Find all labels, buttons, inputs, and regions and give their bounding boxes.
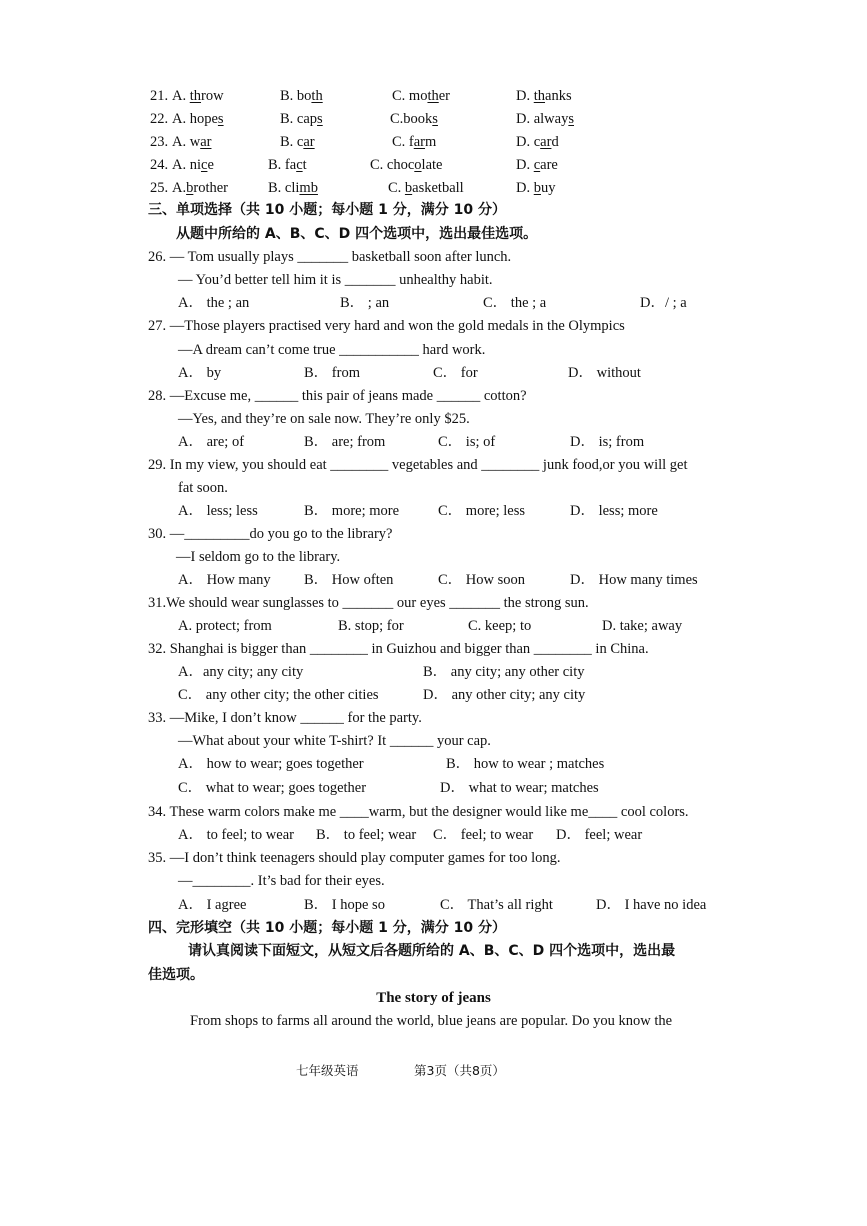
footer-page-number: 第3页（共8页） [414, 1063, 505, 1078]
option-a[interactable]: A． by [178, 365, 222, 381]
question-29-stem: 29. In my view, you should eat ________ vegetables and ________ junk food,or you will get [148, 457, 688, 473]
option-d[interactable]: D． is; from [570, 434, 645, 450]
underlined-letters: ar [413, 134, 426, 150]
option-suffix: er [438, 88, 450, 104]
underlined-letters: o [414, 157, 422, 173]
footer-subject: 七年级英语 [296, 1063, 359, 1078]
phonetics-option[interactable] [280, 131, 315, 153]
underlined-letters: ar [303, 134, 315, 150]
phonetics-option[interactable] [280, 108, 323, 130]
phonetics-option[interactable] [172, 131, 211, 153]
phonetics-question-number: 21. [150, 88, 169, 104]
underlined-letters: s [432, 111, 438, 127]
underlined-letters: c [201, 157, 208, 173]
option-a[interactable]: A． I agree [178, 897, 247, 913]
question-35-stem-2: —________. It’s bad for their eyes. [178, 873, 385, 889]
option-c[interactable]: C. keep; to [468, 618, 532, 634]
option-a[interactable]: A. protect; from [178, 618, 272, 634]
question-26-stem-2: — You’d better tell him it is _______ unhealthy habit. [178, 272, 493, 288]
option-c[interactable]: C． That’s all right [440, 897, 553, 913]
option-b[interactable]: B． I hope so [304, 897, 385, 913]
passage-title: The story of jeans [376, 990, 491, 1006]
option-c[interactable]: C． is; of [438, 434, 496, 450]
underlined-letters: th [427, 88, 439, 104]
underlined-letters: th [311, 88, 323, 104]
phonetics-option[interactable] [370, 154, 442, 176]
option-prefix: B. cli [268, 180, 300, 196]
option-c[interactable]: C． for [433, 365, 478, 381]
option-b[interactable]: B． to feel; wear [316, 827, 417, 843]
option-a[interactable]: A． How many [178, 572, 271, 588]
option-prefix: A. ni [172, 157, 201, 173]
option-prefix: A. [172, 88, 190, 104]
option-c[interactable]: C． How soon [438, 572, 526, 588]
underlined-letters: b [186, 180, 194, 196]
question-34-stem: 34. These warm colors make me ____warm, but the designer would like me____ cool colors. [148, 804, 689, 820]
option-d[interactable]: D．/ ; a [640, 295, 687, 311]
option-b[interactable]: B． any city; any other city [423, 664, 585, 680]
option-prefix: B. c [280, 134, 304, 150]
option-a[interactable]: A． how to wear; goes together [178, 756, 364, 772]
option-d[interactable]: D． less; more [570, 503, 658, 519]
phonetics-question-number: 25. [150, 180, 169, 196]
option-suffix: late [421, 157, 443, 173]
phonetics-option[interactable] [268, 154, 307, 176]
option-prefix: D. [516, 157, 534, 173]
phonetics-option[interactable] [172, 177, 228, 199]
option-suffix: asketball [412, 180, 464, 196]
option-prefix: D. [516, 88, 534, 104]
phonetics-option[interactable] [172, 154, 214, 176]
phonetics-question-number: 22. [150, 111, 169, 127]
underlined-letters: th [189, 88, 202, 104]
option-prefix: C. [388, 180, 405, 196]
option-b[interactable]: B． How often [304, 572, 394, 588]
question-28-stem: 28. —Excuse me, ______ this pair of jeans made ______ cotton? [148, 388, 527, 404]
option-prefix: A. [172, 180, 187, 196]
question-30-stem-2: —I seldom go to the library. [176, 549, 341, 565]
option-suffix: rother [193, 180, 228, 196]
question-33-stem-2: —What about your white T-shirt? It ______ your cap. [178, 733, 491, 749]
phonetics-option[interactable] [172, 108, 224, 130]
phonetics-option[interactable] [516, 154, 558, 176]
section4-instruction-2: 佳选项。 [148, 967, 204, 983]
question-30-stem: 30. —_________do you go to the library? [148, 526, 393, 542]
question-35-stem: 35. —I don’t think teenagers should play computer games for too long. [148, 850, 561, 866]
option-prefix: D. alway [516, 111, 569, 127]
option-a[interactable]: A． are; of [178, 434, 245, 450]
option-d[interactable]: D． How many times [570, 572, 698, 588]
option-suffix: anks [545, 88, 572, 104]
option-suffix: t [302, 157, 307, 173]
phonetics-option[interactable] [388, 177, 464, 199]
underlined-letters: s [568, 111, 574, 127]
phonetics-option[interactable] [392, 85, 450, 107]
passage-line-1: From shops to farms all around the world, blue jeans are popular. Do you know the [190, 1013, 673, 1029]
option-b[interactable]: B． ; an [340, 295, 390, 311]
option-d[interactable]: D． I have no idea [596, 897, 707, 913]
option-prefix: B. fa [268, 157, 297, 173]
question-27-stem-2: —A dream can’t come true ___________ hard work. [178, 342, 486, 358]
phonetics-question-number: 24. [150, 157, 169, 173]
underlined-letters: c [296, 157, 303, 173]
section4-instruction-1: 请认真阅读下面短文，从短文后各题所给的 A、B、C、D 四个选项中，选出最 [188, 943, 676, 959]
option-b[interactable]: B. stop; for [338, 618, 404, 634]
phonetics-question-number: 23. [150, 134, 169, 150]
option-c[interactable]: C． the ; a [483, 295, 547, 311]
option-prefix: D. [516, 180, 534, 196]
option-prefix: C.book [390, 111, 433, 127]
option-prefix: B. bo [280, 88, 312, 104]
underlined-letters: s [317, 111, 323, 127]
option-prefix: C. f [392, 134, 414, 150]
option-prefix: A. w [172, 134, 201, 150]
underlined-letters: ar [200, 134, 212, 150]
underlined-letters: mb [299, 180, 318, 196]
option-c[interactable]: C． any other city; the other cities [178, 687, 379, 703]
option-d[interactable]: D． any other city; any city [423, 687, 586, 703]
question-27-stem: 27. —Those players practised very hard and won the gold medals in the Olympics [148, 318, 625, 334]
option-prefix: C. choc [370, 157, 415, 173]
option-b[interactable]: B． how to wear ; matches [446, 756, 605, 772]
underlined-letters: c [533, 157, 541, 173]
phonetics-option[interactable] [390, 108, 438, 130]
option-a[interactable]: A．any city; any city [178, 664, 304, 680]
phonetics-option[interactable] [172, 85, 224, 107]
question-31-stem: 31.We should wear sunglasses to _______ our eyes _______ the strong sun. [148, 595, 589, 611]
option-b[interactable]: B． are; from [304, 434, 386, 450]
phonetics-option[interactable] [268, 177, 318, 199]
question-32-stem: 32. Shanghai is bigger than ________ in Guizhou and bigger than ________ in China. [148, 641, 649, 657]
option-prefix: C. mo [392, 88, 428, 104]
phonetics-option[interactable] [516, 108, 574, 130]
underlined-letters: th [533, 88, 546, 104]
option-a[interactable]: A． less; less [178, 503, 258, 519]
phonetics-option[interactable] [280, 85, 323, 107]
option-c[interactable]: C． more; less [438, 503, 525, 519]
option-suffix: row [201, 88, 224, 104]
option-prefix: D. c [516, 134, 541, 150]
option-suffix: d [551, 134, 559, 150]
section3-heading: 三、单项选择（共 10 小题；每小题 1 分，满分 10 分） [148, 202, 506, 218]
option-d[interactable]: D． without [568, 365, 641, 381]
option-b[interactable]: B． more; more [304, 503, 400, 519]
phonetics-option[interactable] [516, 177, 555, 199]
option-prefix: B. cap [280, 111, 318, 127]
section4-heading: 四、完形填空（共 10 小题；每小题 1 分，满分 10 分） [148, 920, 506, 936]
option-c[interactable]: C． feel; to wear [433, 827, 534, 843]
underlined-letters: b [533, 180, 541, 196]
question-29-stem-2: fat soon. [178, 480, 228, 496]
option-d[interactable]: D． feel; wear [556, 827, 643, 843]
underlined-letters: ar [540, 134, 552, 150]
option-suffix: m [425, 134, 437, 150]
question-33-stem: 33. —Mike, I don’t know ______ for the party. [148, 710, 422, 726]
option-c[interactable]: C． what to wear; goes together [178, 780, 367, 796]
phonetics-option[interactable] [516, 85, 572, 107]
option-a[interactable]: A． the ; an [178, 295, 250, 311]
underlined-letters: s [217, 111, 224, 127]
underlined-letters: b [404, 180, 413, 196]
option-b[interactable]: B． from [304, 365, 360, 381]
option-d[interactable]: D. take; away [602, 618, 683, 634]
phonetics-option[interactable] [516, 131, 559, 153]
option-suffix: uy [540, 180, 556, 196]
option-d[interactable]: D． what to wear; matches [440, 780, 599, 796]
question-26-stem: 26. — Tom usually plays _______ basketball soon after lunch. [148, 249, 512, 265]
phonetics-option[interactable] [392, 131, 436, 153]
option-suffix: are [540, 157, 558, 173]
option-a[interactable]: A． to feel; to wear [178, 827, 294, 843]
option-prefix: A. hope [172, 111, 218, 127]
question-28-stem-2: —Yes, and they’re on sale now. They’re only $25. [178, 411, 470, 427]
option-suffix: e [207, 157, 214, 173]
section3-instruction: 从题中所给的 A、B、C、D 四个选项中，选出最佳选项。 [176, 226, 538, 242]
